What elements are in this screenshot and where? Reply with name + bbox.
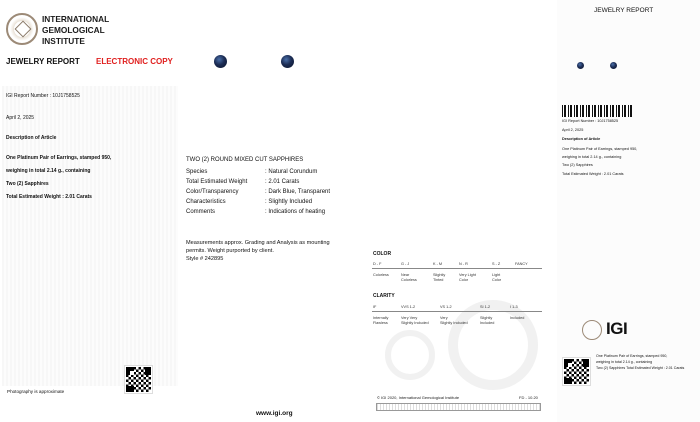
side-description-line: Total Estimated Weight : 2.01 Carats [562,172,624,176]
report-title: JEWELRY REPORT [6,57,80,66]
color-grade: S - Z [492,262,501,266]
clarity-scale-line [372,311,542,312]
clarity-label: Slightly Included [480,316,495,325]
spec-value: : Natural Corundum [265,169,318,175]
side-card-title: JEWELRY REPORT [594,7,654,14]
igi-watermark-icon [448,300,538,390]
description-line: weighing in total 2.14 g., containing [6,168,91,174]
left-panel-background [2,86,178,386]
description-line: One Platinum Pair of Earrings, stamped 950, [6,155,112,161]
side-sapphire-right [610,62,617,69]
description-line: Two (2) Sapphires [6,181,49,187]
side-description-line: weighing in total 2.14 g., containing [562,155,622,159]
clarity-label: Internally Flawless [373,316,389,325]
color-label: Light Color [492,273,502,282]
measurement-note: permits. Weight purported by client. [186,248,274,254]
measurement-note: Measurements approx. Grading and Analysis as mounting [186,240,330,246]
side-report-number: IGI Report Number : 10J1758525 [562,119,619,123]
report-number: IGI Report Number : 10J1758525 [6,93,80,99]
form-code: FD - 10.20 [519,395,538,400]
igi-logo-text: IGI [606,319,628,338]
spec-value: : Indications of heating [265,209,326,215]
color-grade: K - M [433,262,443,266]
color-label: Near Colorless [401,273,417,282]
style-number: Style # 242895 [186,256,224,262]
clarity-label: Very Very Slightly Included [401,316,429,325]
report-date: April 2, 2025 [6,115,35,121]
electronic-copy-label: ELECTRONIC COPY [96,57,173,66]
side-bottom-line: weighing in total 2.14 g., containing [596,360,653,364]
color-label: Very Light Color [459,273,476,282]
igi-logo-icon [582,320,602,340]
color-scale-line [372,268,542,269]
description-line: Total Estimated Weight : 2.01 Carats [6,194,92,200]
color-scale-heading: COLOR [373,251,392,257]
institute-name: INTERNATIONAL GEMOLOGICAL INSTITUTE [42,14,110,46]
barcode [562,105,632,117]
spec-label: Comments [186,209,216,215]
side-qr-code [563,358,590,385]
security-strip [376,403,541,411]
diamond-watermark-icon [385,330,435,380]
copyright: © IGI 2020, International Gemological Institute [377,395,460,400]
qr-code [125,366,152,393]
color-grade: FANCY [515,262,528,266]
spec-value: : Slightly Included [265,199,313,205]
clarity-grade: VS 1-2 [440,305,452,309]
side-description-line: One Platinum Pair of Earrings, stamped 950, [562,147,638,151]
clarity-label: Included [510,316,525,320]
spec-label: Species [186,169,208,175]
color-label: Colorless [373,273,389,277]
website-link[interactable]: www.igi.org [256,410,293,417]
sapphire-photo-right [281,55,294,68]
side-bottom-line: One Platinum Pair of Earrings, stamped 950, [596,354,668,358]
igi-seal-icon [6,13,38,45]
color-grade: N - R [459,262,468,266]
clarity-grade: VVS 1-2 [401,305,416,309]
clarity-scale-heading: CLARITY [373,293,395,299]
color-grade: G - J [401,262,410,266]
clarity-grade: I 1-3 [510,305,518,309]
spec-label: Total Estimated Weight [186,179,248,185]
side-report-date: April 2, 2025 [562,128,584,132]
clarity-grade: IF [373,305,377,309]
side-description-heading: Description of Article [562,137,601,141]
side-description-line: Two (2) Sapphires [562,163,593,167]
photography-note: Photography is approximate [7,389,65,394]
clarity-label: Very Slightly Included [440,316,468,325]
side-sapphire-left [577,62,584,69]
side-bottom-line: Two (2) Sapphires Total Estimated Weight : 2.01 Carats [596,366,685,370]
color-grade: D - F [373,262,382,266]
description-heading: Description of Article [6,135,57,141]
specs-heading: TWO (2) ROUND MIXED CUT SAPPHIRES [186,157,304,163]
spec-value: : Dark Blue, Transparent [265,189,331,195]
clarity-grade: SI 1-2 [480,305,491,309]
color-label: Slightly Tinted [433,273,446,282]
spec-value: : 2.01 Carats [265,179,300,185]
sapphire-photo-left [214,55,227,68]
spec-label: Characteristics [186,199,226,205]
spec-label: Color/Transparency [186,189,239,195]
